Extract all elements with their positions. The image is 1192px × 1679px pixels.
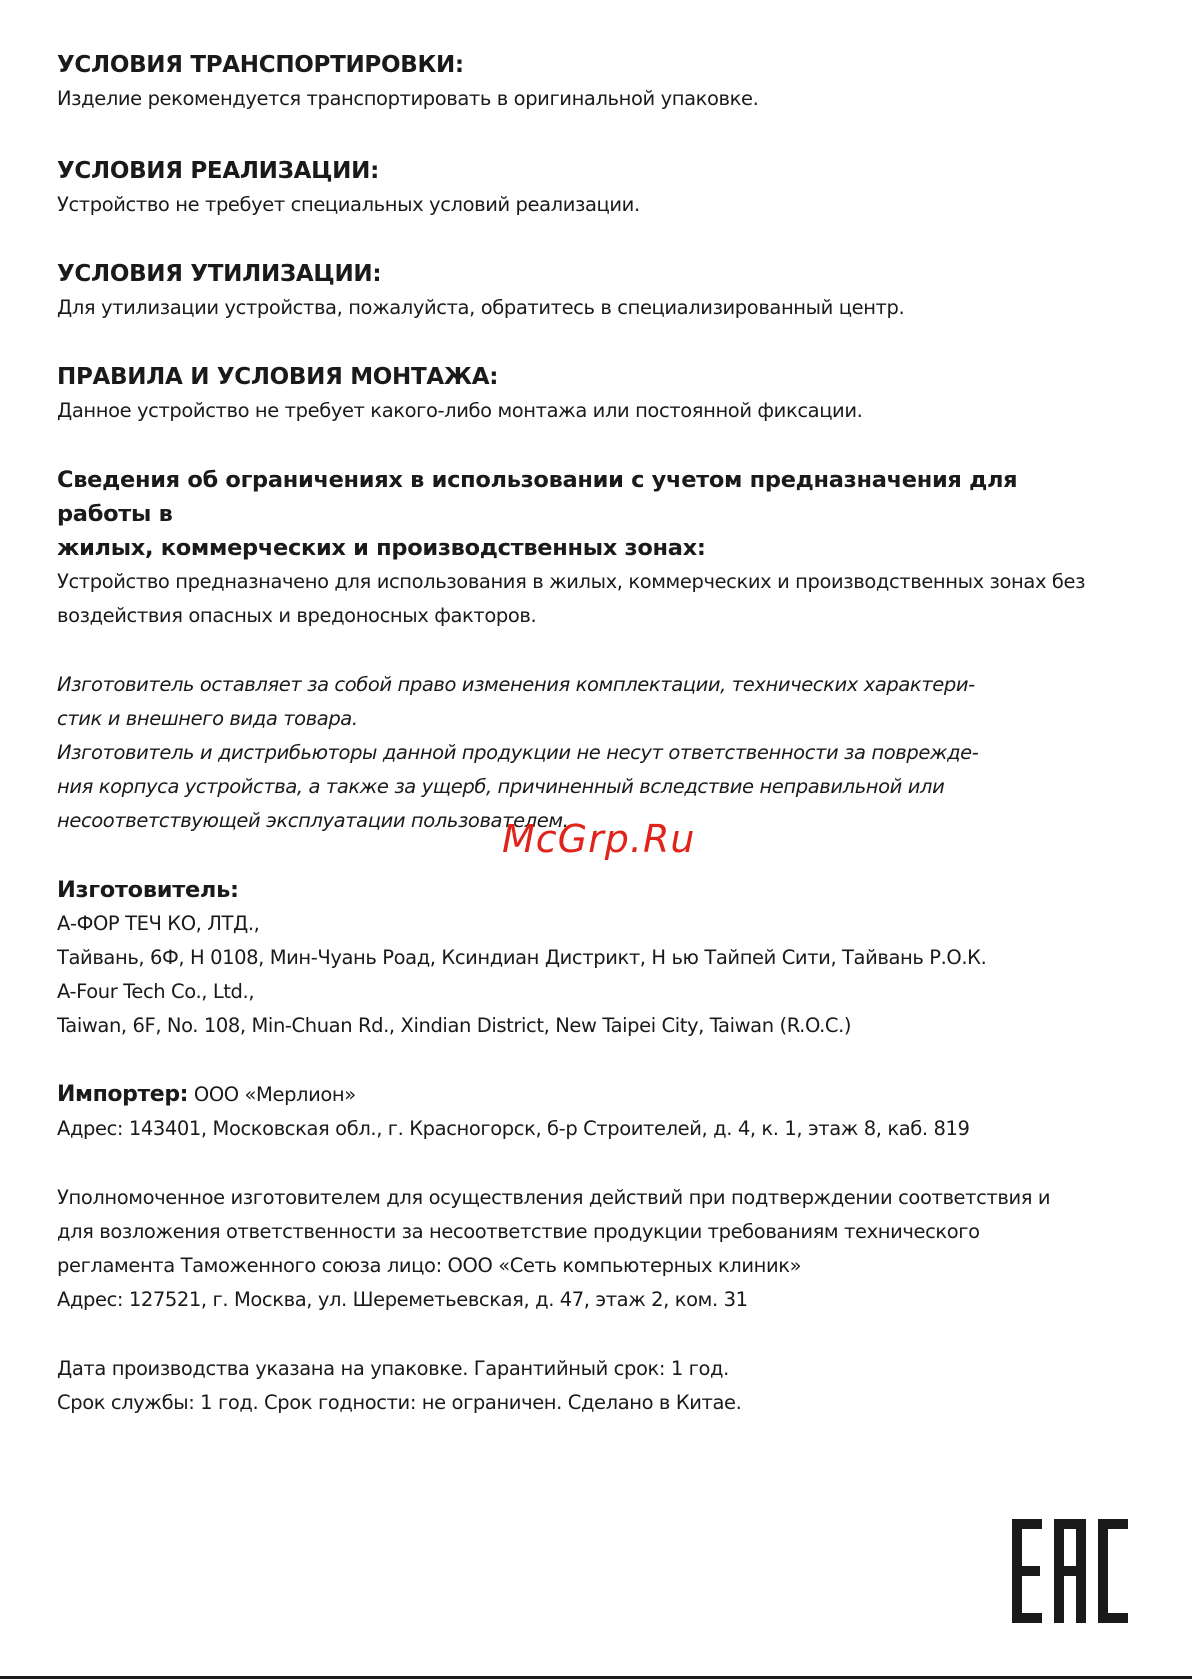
restrictions-heading-line2: жилых, коммерческих и производственных зонах:: [57, 535, 706, 561]
disclaimer-line2: стик и внешнего вида товара.: [57, 707, 358, 730]
eac-logo: [1012, 1519, 1128, 1623]
authorized-line2: для возложения ответственности за несоответствие продукции требованиям технического: [57, 1220, 980, 1243]
restrictions-text-line1: Устройство предназначено для использования в жилых, коммерческих и производственных зонах без: [57, 570, 1086, 593]
watermark-text: McGrp.Ru: [502, 817, 696, 861]
authorized-line3: регламента Таможенного союза лицо: ООО «Сеть компьютерных клиник»: [57, 1254, 802, 1277]
manufacturer-heading: Изготовитель:: [57, 877, 239, 903]
authorized-line1: Уполномоченное изготовителем для осуществления действий при подтверждении соответствия и: [57, 1186, 1051, 1209]
disclaimer-line3: Изготовитель и дистрибьюторы данной продукции не несут ответственности за поврежде-: [57, 741, 979, 764]
restrictions-heading-line1: Сведения об ограничениях в использовании с учетом предназначения для работы в: [57, 467, 1018, 527]
manufacturer-line4: Taiwan, 6F, No. 108, Min-Chuan Rd., Xindian District, New Taipei City, Taiwan (R.O.C.): [57, 1014, 852, 1037]
mounting-text: Данное устройство не требует какого-либо монтажа или постоянной фиксации.: [57, 399, 863, 422]
restrictions-text-line2: воздействия опасных и вредоносных факторов.: [57, 604, 537, 627]
disclaimer-line5: несоответствующей эксплуатации пользователем.: [57, 809, 569, 832]
sale-text: Устройство не требует специальных условий реализации.: [57, 193, 640, 216]
dates-line2: Срок службы: 1 год. Срок годности: не ограничен. Сделано в Китае.: [57, 1391, 742, 1414]
document-page: [57, 48, 1117, 1420]
manufacturer-line1: А-ФОР ТЕЧ КО, ЛТД.,: [57, 912, 260, 935]
disclaimer-line4: ния корпуса устройства, а также за ущерб, причиненный вследствие неправильной или: [57, 775, 945, 798]
importer-line: [57, 1078, 1117, 1112]
manufacturer-line3: A-Four Tech Co., Ltd.,: [57, 980, 255, 1003]
importer-address: Адрес: 143401, Московская обл., г. Красногорск, б-р Строителей, д. 4, к. 1, этаж 8, каб. 819: [57, 1117, 970, 1140]
transport-text: Изделие рекомендуется транспортировать в оригинальной упаковке.: [57, 87, 759, 110]
disposal-text: Для утилизации устройства, пожалуйста, обратитесь в специализированный центр.: [57, 296, 905, 319]
mounting-heading: ПРАВИЛА И УСЛОВИЯ МОНТАЖА:: [57, 364, 499, 390]
authorized-address: Адрес: 127521, г. Москва, ул. Шереметьевская, д. 47, этаж 2, ком. 31: [57, 1288, 748, 1311]
sale-heading: УСЛОВИЯ РЕАЛИЗАЦИИ:: [57, 158, 379, 184]
disclaimer-line1: Изготовитель оставляет за собой право изменения комплектации, технических характери-: [57, 673, 975, 696]
importer-name: ООО «Мерлион»: [188, 1083, 356, 1106]
dates-line1: Дата производства указана на упаковке. Гарантийный срок: 1 год.: [57, 1357, 729, 1380]
importer-label: Импортер:: [57, 1082, 189, 1107]
manufacturer-line2: Тайвань, 6Ф, Н 0108, Мин-Чуань Роад, Ксиндиан Дистрикт, Н ью Тайпей Сити, Тайвань Р.О.К.: [57, 946, 987, 969]
disposal-heading: УСЛОВИЯ УТИЛИЗАЦИИ:: [57, 261, 382, 287]
transport-heading: УСЛОВИЯ ТРАНСПОРТИРОВКИ:: [57, 52, 464, 78]
